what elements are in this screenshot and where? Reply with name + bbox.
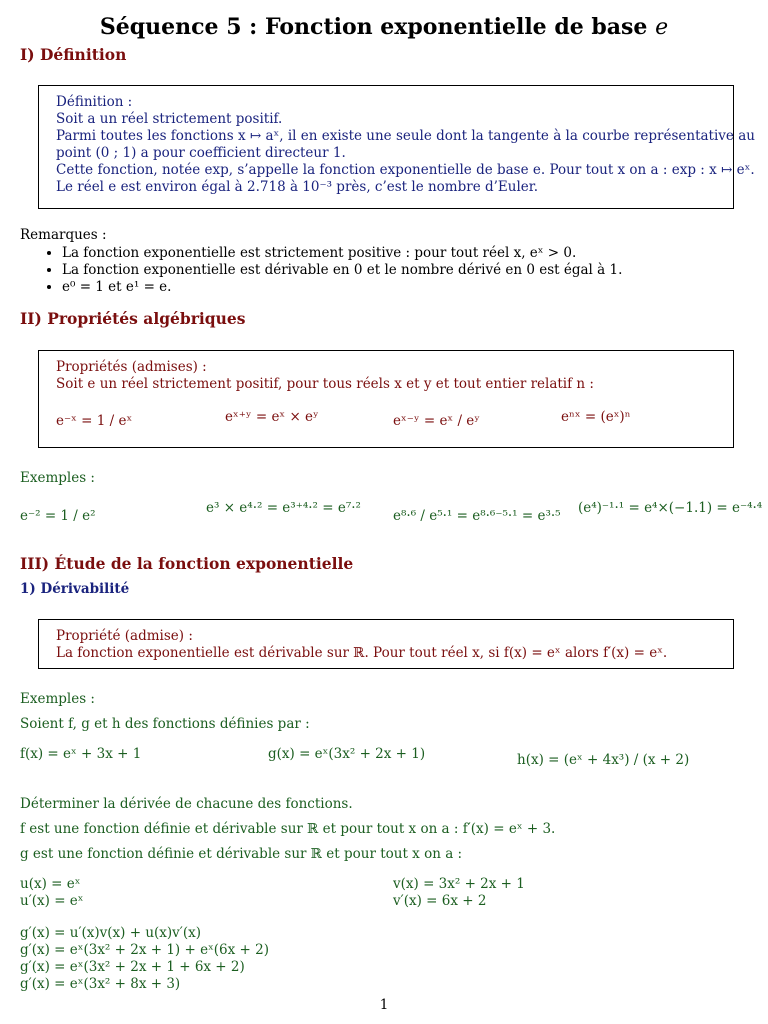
v-derivative: v′(x) = 6x + 2 [393,893,487,909]
derivability-text: La fonction exponentielle est dérivable sur ℝ. Pour tout réel x, si f(x) = eˣ alors f′(x) = eˣ. [56,645,668,661]
f-definition: f(x) = eˣ + 3x + 1 [20,746,142,762]
functions-intro: Soient f, g et h des fonctions définies par : [20,716,310,732]
subsection-heading-derivability: 1) Dérivabilité [20,581,130,597]
g-derivative-intro: g est une fonction définie et dérivable sur ℝ et pour tout x on a : [20,846,463,862]
derivability-label: Propriété (admise) : [56,628,193,644]
example-formula: e⁸·⁶ / e⁵·¹ = e⁸·⁶⁻⁵·¹ = e³·⁵ [393,508,561,524]
g-derivative-step: g′(x) = eˣ(3x² + 8x + 3) [20,976,181,992]
definition-label: Définition : [56,94,133,110]
g-definition: g(x) = eˣ(3x² + 2x + 1) [268,746,426,762]
g-derivative-step: g′(x) = u′(x)v(x) + u(x)v′(x) [20,925,202,941]
list-item: • e⁰ = 1 et e¹ = e. [62,279,622,296]
property-formula: e⁻ˣ = 1 / eˣ [56,413,133,429]
section-heading-properties: II) Propriétés algébriques [20,309,246,328]
properties-label: Propriétés (admises) : [56,359,207,375]
example-formula: e³ × e⁴·² = e³⁺⁴·² = e⁷·² [206,500,361,516]
u-derivative: u′(x) = eˣ [20,893,84,909]
definition-line: Soit a un réel strictement positif. [56,111,283,127]
property-formula: eˣ⁺ʸ = eˣ × eʸ [225,409,319,425]
u-function: u(x) = eˣ [20,876,81,892]
property-formula: eⁿˣ = (eˣ)ⁿ [561,409,631,425]
properties-intro: Soit e un réel strictement positif, pour tous réels x et y et tout entier relatif n : [56,376,594,392]
f-derivative-line: f est une fonction définie et dérivable sur ℝ et pour tout x on a : f′(x) = eˣ + 3. [20,821,556,837]
list-item: • La fonction exponentielle est dérivable en 0 et le nombre dérivé en 0 est égal à 1. [62,262,622,279]
page-number: 1 [379,997,389,1013]
definition-line: Le réel e est environ égal à 2.718 à 10⁻³ près, c’est le nombre d’Euler. [56,179,539,195]
definition-line: point (0 ; 1) a pour coefficient directeur 1. [56,145,346,161]
g-derivative-step: g′(x) = eˣ(3x² + 2x + 1 + 6x + 2) [20,959,245,975]
g-derivative-step: g′(x) = eˣ(3x² + 2x + 1) + eˣ(6x + 2) [20,942,270,958]
page-title: Séquence 5 : Fonction exponentielle de base e [99,14,669,40]
section-heading-definition: I) Définition [20,45,127,64]
v-function: v(x) = 3x² + 2x + 1 [393,876,525,892]
example-formula: (e⁴)⁻¹·¹ = e⁴×(−1.1) = e⁻⁴·⁴ [578,500,763,516]
h-definition: h(x) = (eˣ + 4x³) / (x + 2) [517,752,690,768]
examples-label: Exemples : [20,470,95,486]
list-item: • La fonction exponentielle est strictement positive : pour tout réel x, eˣ > 0. [62,245,622,262]
remarks-label: Remarques : [20,227,107,243]
derivability-box [38,619,734,669]
definition-line: Cette fonction, notée exp, s’appelle la fonction exponentielle de base e. Pour tout x on a : exp : x ↦ eˣ. [56,162,755,178]
remarks-list [48,245,622,296]
properties-box [38,350,734,448]
section-heading-study: III) Étude de la fonction exponentielle [20,554,354,573]
examples-label: Exemples : [20,691,95,707]
definition-line: Parmi toutes les fonctions x ↦ aˣ, il en existe une seule dont la tangente à la courbe représentative au [56,128,755,144]
definition-box [38,85,755,209]
example-formula: e⁻² = 1 / e² [20,508,96,524]
property-formula: eˣ⁻ʸ = eˣ / eʸ [393,413,480,429]
exercise-instruction: Déterminer la dérivée de chacune des fonctions. [20,796,353,812]
